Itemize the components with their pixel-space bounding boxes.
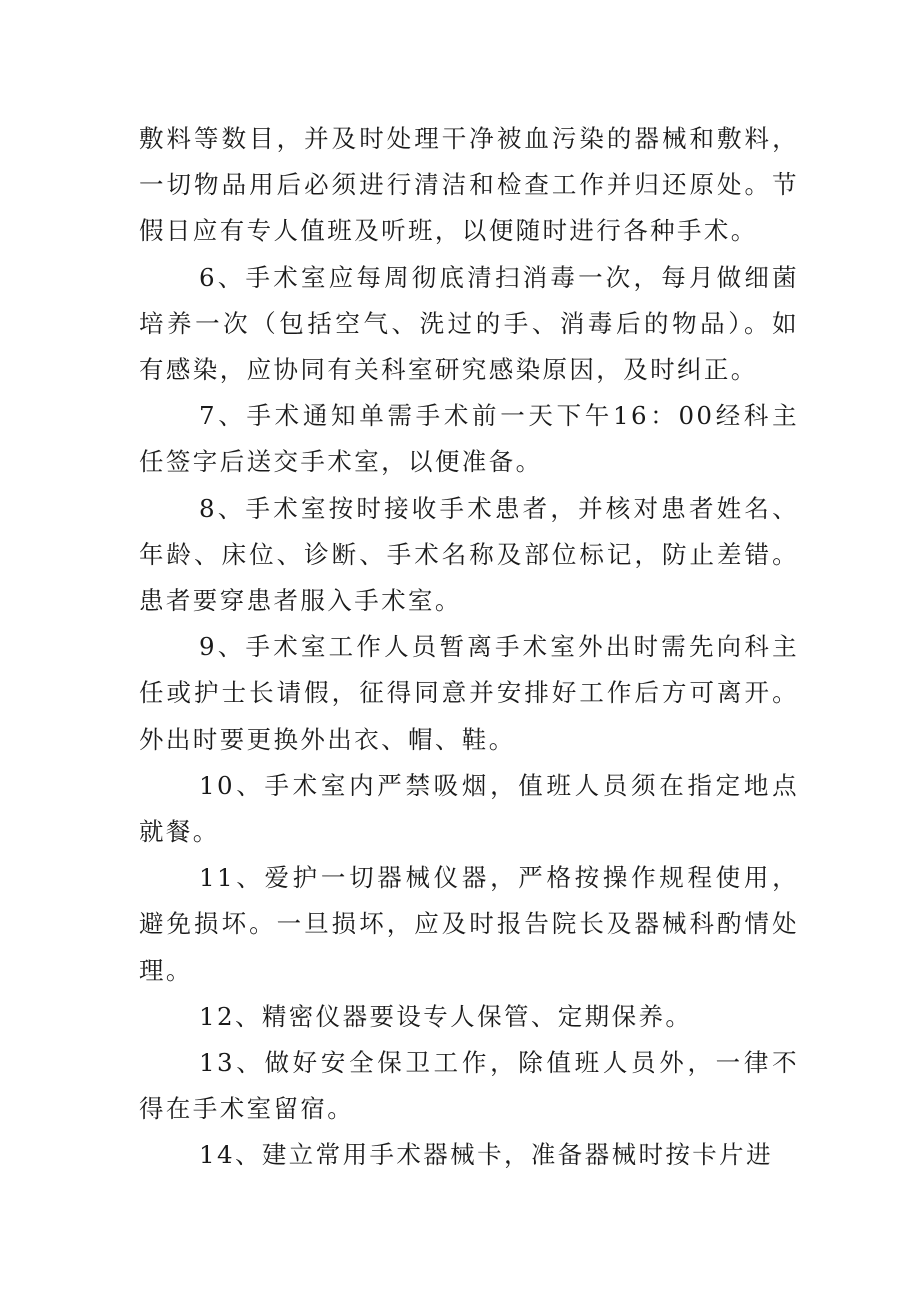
paragraph-item-10: 10、手术室内严禁吸烟，值班人员须在指定地点就餐。 [139,770,799,847]
paragraph-continuation: 敷料等数目，并及时处理干净被血污染的器械和敷料，一切物品用后必须进行清洁和检查工作并归还原处。节假日应有专人值班及听班，以便随时进行各种手术。 [139,124,799,246]
paragraph-item-12: 12、精密仪器要设专人保管、定期保养。 [199,1001,693,1031]
paragraph-item-14: 14、建立常用手术器械卡，准备器械时按卡片进 [199,1140,773,1170]
paragraph-item-6: 6、手术室应每周彻底清扫消毒一次，每月做细菌培养一次（包括空气、洗过的手、消毒后的物品）。如有感染，应协同有关科室研究感染原因，及时纠正。 [139,262,799,385]
paragraph-item-8: 8、手术室按时接收手术患者，并核对患者姓名、年龄、床位、诊断、手术名称及部位标记，防止差错。患者要穿患者服入手术室。 [139,493,799,616]
paragraph-item-7: 7、手术通知单需手术前一天下午16：00经科主任签字后送交手术室，以便准备。 [139,401,799,477]
paragraph-item-9: 9、手术室工作人员暂离手术室外出时需先向科主任或护士长请假，征得同意并安排好工作后方可离开。外出时要更换外出衣、帽、鞋。 [139,632,799,754]
paragraph-item-13: 13、做好安全保卫工作，除值班人员外，一律不得在手术室留宿。 [139,1048,799,1124]
paragraph-item-11: 11、爱护一切器械仪器，严格按操作规程使用，避免损坏。一旦损坏，应及时报告院长及器械科酌情处理。 [139,863,799,985]
document-body [139,116,799,1179]
